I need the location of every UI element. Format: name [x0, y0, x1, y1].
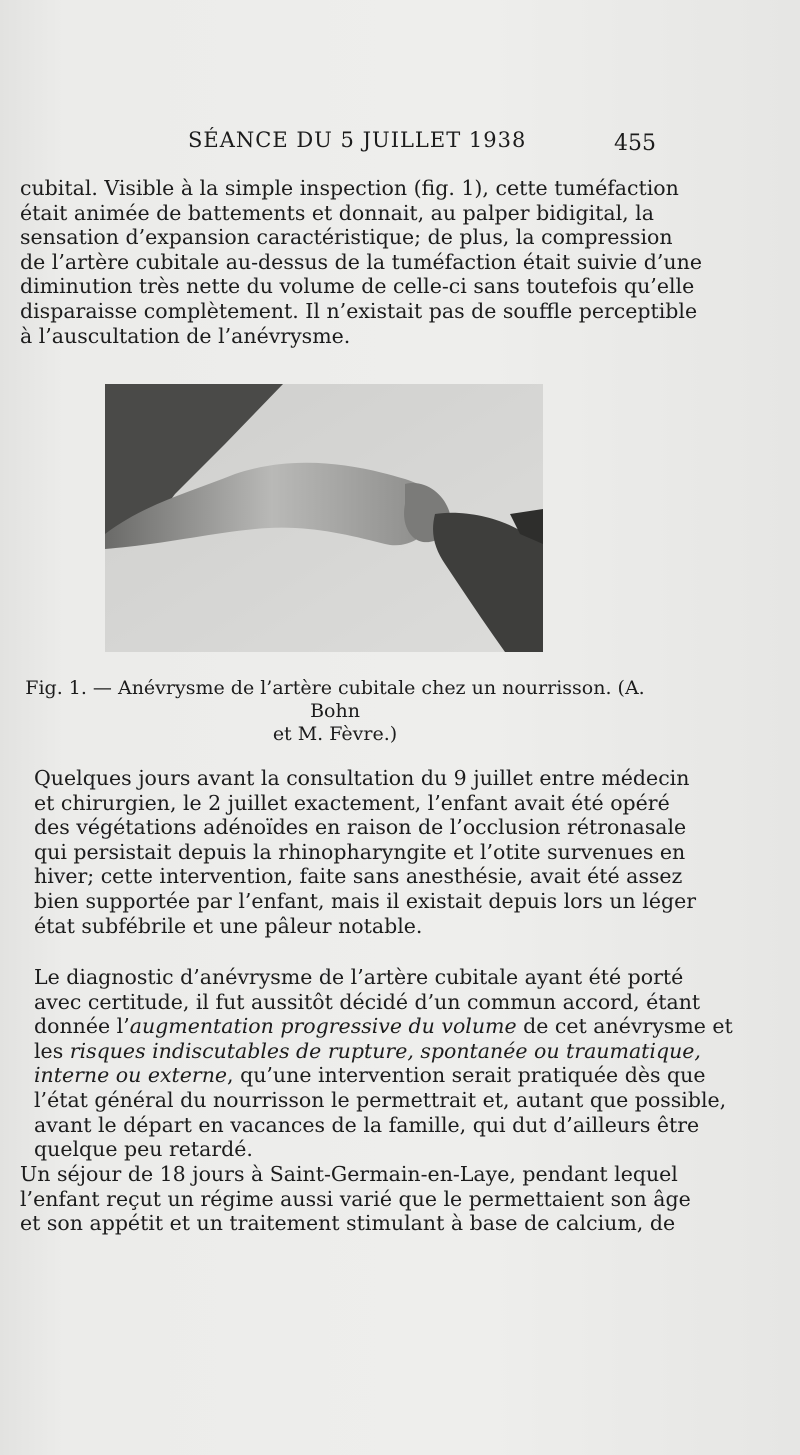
text-run: , qu’une intervention serait pratiquée dès que [227, 1063, 706, 1088]
paragraph-4 [20, 1162, 691, 1236]
text-run: donnée l’ [34, 1014, 130, 1039]
page-number: 455 [614, 131, 656, 156]
text-line: disparaisse complètement. Il n’existait pas de souffle perceptible [20, 298, 698, 323]
figure-caption [20, 677, 650, 746]
text-line: Un séjour de 18 jours à Saint-Germain-en-Laye, pendant lequel [20, 1162, 678, 1186]
text-line [20, 1063, 706, 1088]
text-line: des végétations adénoïdes en raison de l’occlusion rétronasale [34, 815, 687, 840]
text-line: état subfébrile et une pâleur notable. [34, 913, 423, 938]
text-line: sensation d’expansion caractéristique; de plus, la compression [20, 225, 673, 250]
text-line: l’enfant reçut un régime aussi varié que le permettaient son âge [20, 1186, 691, 1211]
italic-run: augmentation progressive du volume [129, 1014, 517, 1039]
text-line: hiver; cette intervention, faite sans anesthésie, avait été assez [34, 864, 683, 889]
text-run: les [34, 1038, 70, 1063]
running-header [0, 128, 800, 158]
italic-run: interne ou externe [34, 1063, 228, 1088]
text-line: diminution très nette du volume de celle-ci sans toutefois qu’elle [20, 274, 695, 299]
text-line: et son appétit et un traitement stimulant à base de calcium, de [20, 1211, 676, 1236]
infant-arm-photo [105, 384, 543, 652]
text-line: quelque peu retardé. [34, 1137, 253, 1162]
paragraph-2 [20, 766, 697, 938]
text-line: Le diagnostic d’anévrysme de l’artère cubitale ayant été porté [34, 965, 684, 989]
text-line: cubital. Visible à la simple inspection (fig. 1), cette tuméfaction [20, 176, 679, 200]
text-line: qui persistait depuis la rhinopharyngite et l’otite survenues en [34, 839, 686, 864]
caption-line: et M. Fèvre.) [272, 723, 398, 745]
text-line: avec certitude, il fut aussitôt décidé d’un commun accord, étant [34, 989, 701, 1014]
text-line: était animée de battements et donnait, au palper bidigital, la [20, 200, 654, 225]
paragraph-1 [20, 176, 702, 348]
text-line: l’état général du nourrisson le permettrait et, autant que possible, [34, 1087, 727, 1112]
paragraph-3 [20, 965, 733, 1162]
italic-run: risques indiscutables de rupture, spontanée ou traumatique, [69, 1038, 701, 1063]
text-line: bien supportée par l’enfant, mais il existait depuis lors un léger [34, 888, 697, 913]
text-line: à l’auscultation de l’anévrysme. [20, 323, 351, 348]
text-line: Quelques jours avant la consultation du 9 juillet entre médecin [34, 766, 690, 790]
text-line: de l’artère cubitale au-dessus de la tuméfaction était suivie d’une [20, 249, 702, 274]
caption-line: Fig. 1. — Anévrysme de l’artère cubitale chez un nourrisson. (A. Bohn [25, 677, 645, 722]
text-run: de cet anévrysme et [516, 1014, 733, 1039]
figure-photograph [105, 384, 543, 652]
running-title: SÉANCE DU 5 JUILLET 1938 [188, 128, 527, 152]
text-line: avant le départ en vacances de la famille, qui dut d’ailleurs être [34, 1112, 700, 1137]
text-line [20, 1038, 701, 1064]
text-line [20, 1014, 733, 1039]
text-line: et chirurgien, le 2 juillet exactement, l’enfant avait été opéré [34, 790, 670, 815]
